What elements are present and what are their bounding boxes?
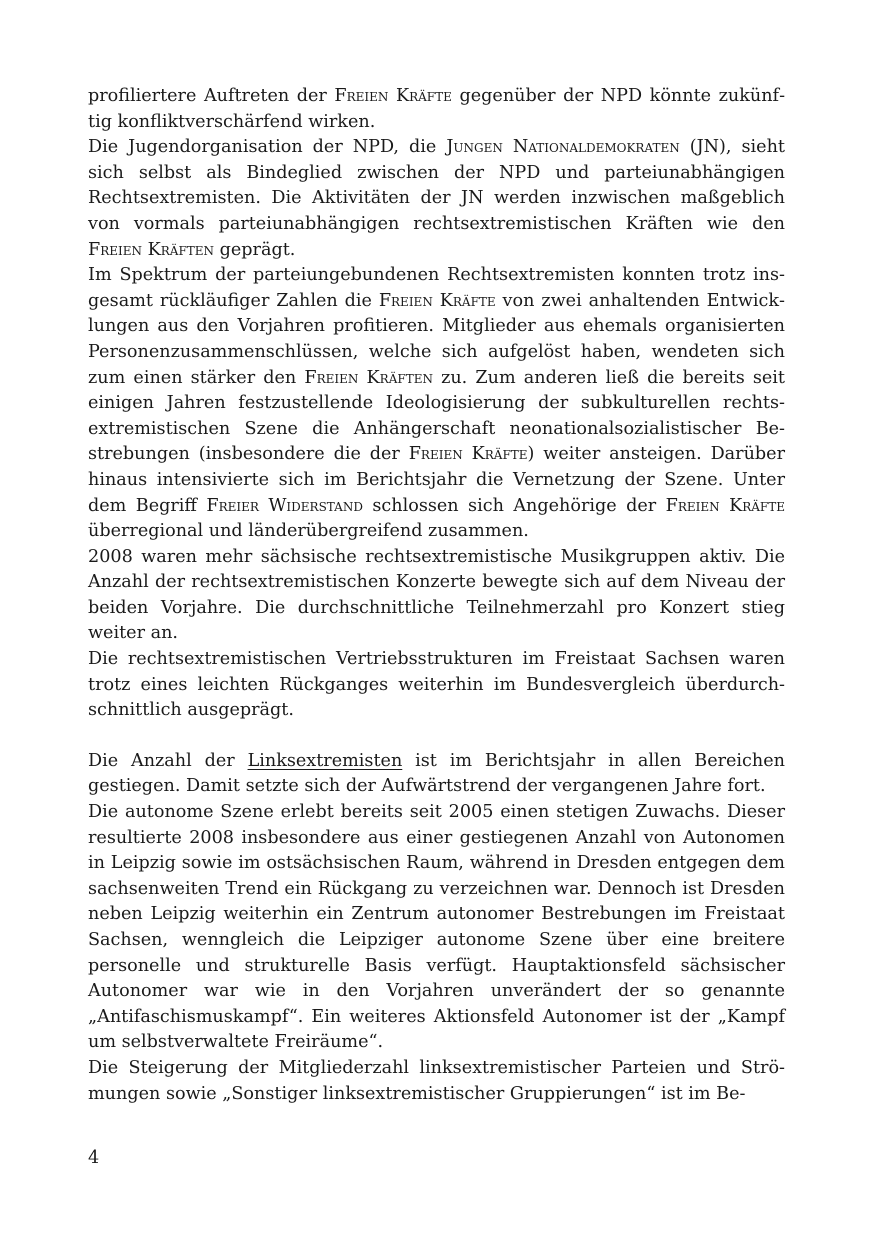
term-freien-kraefte: Freien Kräfte — [408, 444, 528, 465]
text-run: Die rechtsextremistischen Vertriebsstrukturen im Freistaat Sachsen waren trotz eines leichten Rückganges weiterhin im Bundesvergleich überdurchschnittlich ausgeprägt. — [88, 649, 785, 721]
text-run: geprägt. — [214, 239, 296, 260]
text-run: zu. Zum anderen ließ die bereits seit einigen Jahren festzustellende Ideologisierung der subkulturellen rechtsextremistischen Szene die Anhängerschaft neonationalsozialistischer Bestrebungen (insbesondere die der — [88, 367, 785, 465]
text-run: gegenüber der NPD könnte zukünftig konfliktverschärfend wirken. — [88, 86, 786, 132]
page-number: 4 — [88, 1148, 100, 1168]
text-run: ist im Berichtsjahr in allen Bereichen gestiegen. Damit setzte sich der Aufwärtstrend der vergangenen Jahre fort. — [88, 750, 785, 797]
text-run: Die Jugendorganisation der NPD, die — [88, 137, 447, 158]
text-run: profiliertere Auftreten der — [88, 86, 335, 106]
text-run: Die autonome Szene erlebt bereits seit 2005 einen stetigen Zuwachs. Dieser resultierte 2008 insbesondere aus einer gestiegenen Anzahl von Autonomen in Leipzig sowie im ostsächsischen Raum, während in Dresden entgegen dem sachsenweiten Trend ein Rückgang zu verzeichnen war. Dennoch ist Dresden neben Leipzig weiterhin ein Zentrum autonomer Bestrebungen im Freistaat Sachsen, wenngleich die Leipziger autonome Szene über eine breitere personelle und strukturelle Basis verfügt. Hauptaktionsfeld sächsischer Autonomer war wie in den Vorjahren unverändert der so genannte „Antifaschismuskampf“. Ein weiteres Aktionsfeld Autonomer ist der „Kampf um selbstverwaltete Freiräume“. — [88, 802, 785, 1053]
text-run: schlossen sich Angehörige der — [362, 495, 666, 516]
paragraph-8 — [88, 1056, 785, 1107]
term-freien-kraefte: Freien Kräfte — [665, 495, 786, 516]
paragraph-2 — [88, 135, 785, 263]
paragraph-5 — [88, 647, 785, 724]
text-run: 2008 waren mehr sächsische rechtsextremistische Musikgruppen aktiv. Die Anzahl der rechtsextremistischen Konzerte bewegte sich auf dem Niveau der beiden Vorjahre. Die durchschnittliche Teilnehmerzahl pro Konzert stieg weiter an. — [88, 546, 785, 644]
term-freien-kraefte: Freien Kräfte — [378, 290, 496, 311]
term-freie-kraefte: Freien Kräfte — [334, 86, 452, 106]
text-run: (JN), sieht sich selbst als Bindeglied zwischen der NPD und parteiunabhängigen Rechtsextremisten. Die Aktivitäten der JN werden inzwischen maßgeblich von vormals parteiunabhängigen rechtsextremistischen Kräften wie den — [88, 137, 785, 234]
term-jungen-nationaldemokraten: Jungen Nationaldemokraten — [446, 137, 680, 158]
paragraph-3 — [88, 263, 785, 545]
text-run: Die Steigerung der Mitgliederzahl linksextremistischer Parteien und Strömungen sowie „Sonstiger linksextremistischer Gruppierungen“ ist im Be- — [88, 1057, 785, 1104]
term-freier-widerstand: Freier Widerstand — [206, 495, 363, 516]
text-run: Im Spektrum der parteiungebundenen Rechtsextremisten konnten trotz insgesamt rückläufiger Zahlen die — [88, 265, 785, 311]
document-body — [88, 84, 785, 1107]
term-freien-kraeften: Freien Kräften — [304, 367, 433, 388]
paragraph-6 — [88, 749, 785, 800]
paragraph-7 — [88, 800, 785, 1056]
text-run: von zwei anhaltenden Entwicklungen aus den Vorjahren profitieren. Mitglieder aus ehemals organisierten Personenzusammenschlüssen, welche sich aufgelöst haben, wendeten sich zum einen stärker den — [88, 290, 785, 388]
text-run: überregional und länderübergreifend zusammen. — [88, 521, 529, 542]
term-linksextremisten: Linksextremisten — [247, 750, 403, 771]
term-freien-kraeften: Freien Kräften — [88, 239, 215, 260]
text-run: ) weiter ansteigen. Darüber hinaus intensivierte sich im Berichtsjahr die Vernetzung der Szene. Unter dem Begriff — [88, 444, 785, 516]
paragraph-4 — [88, 545, 785, 647]
paragraph-1 — [88, 84, 785, 135]
text-run: Die Anzahl der — [88, 750, 248, 771]
